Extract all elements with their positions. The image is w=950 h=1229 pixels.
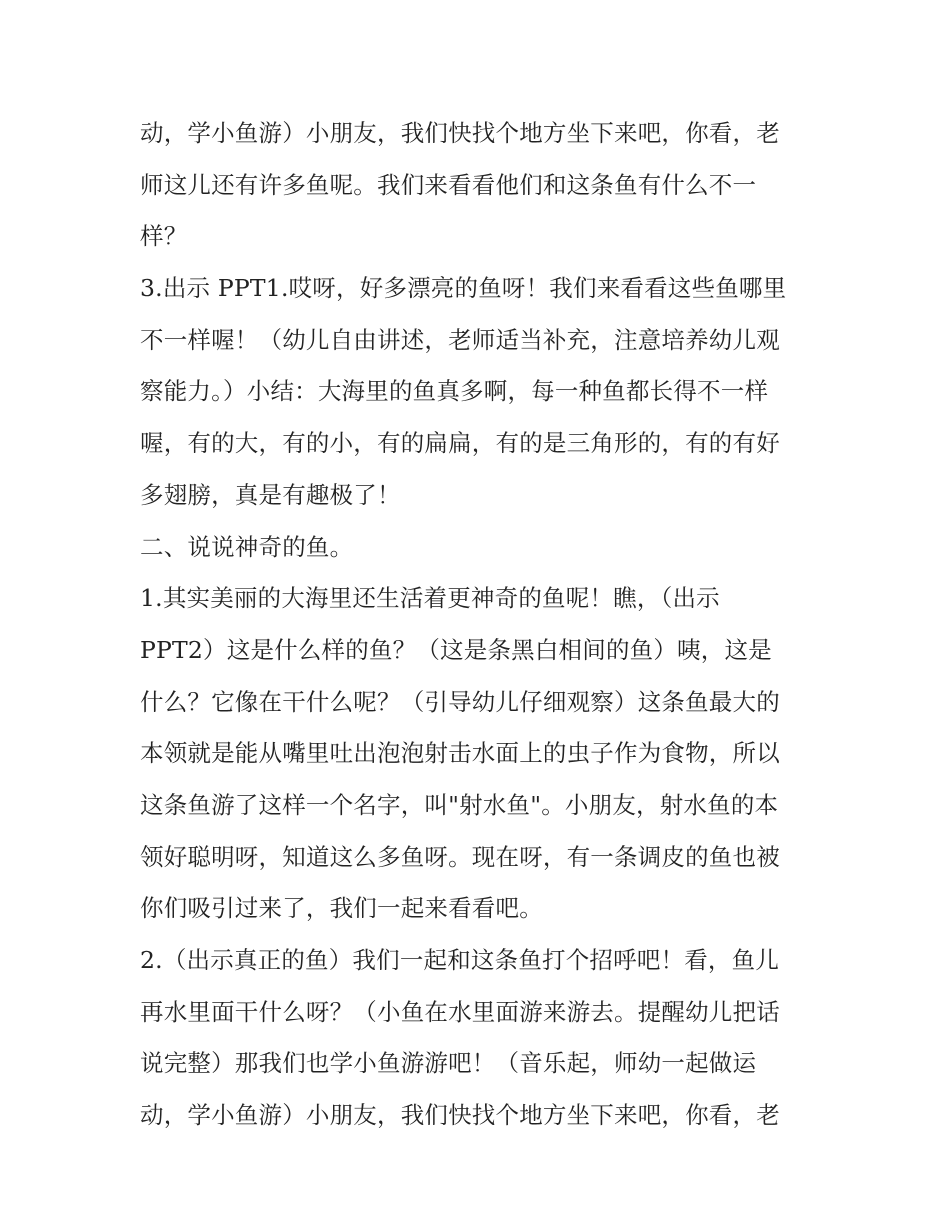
text-line: PPT2）这是什么样的鱼？（这是条黑白相间的鱼）咦，这是	[140, 635, 772, 664]
text-line: 领好聪明呀，知道这么多鱼呀。现在呀，有一条调皮的鱼也被	[140, 842, 780, 871]
text-line: 什么？它像在干什么呢？（引导幼儿仔细观察）这条鱼最大的	[140, 687, 780, 716]
text-line: 多翅膀，真是有趣极了！	[140, 480, 401, 509]
text-line: 说完整）那我们也学小鱼游游吧！（音乐起，师幼一起做运	[140, 1049, 757, 1078]
text-line: 察能力。）小结：大海里的鱼真多啊，每一种鱼都长得不一样	[140, 377, 769, 406]
text-line: 喔，有的大，有的小，有的扁扁，有的是三角形的，有的有好	[140, 429, 780, 458]
text-line: 师这儿还有许多鱼呢。我们来看看他们和这条鱼有什么不一	[140, 170, 757, 199]
document-body	[140, 108, 815, 1142]
text-line: 动，学小鱼游）小朋友，我们快找个地方坐下来吧，你看，老	[140, 1101, 780, 1130]
text-line: 本领就是能从嘴里吐出泡泡射击水面上的虫子作为食物，所以	[140, 739, 780, 768]
text-line: 2.（出示真正的鱼）我们一起和这条鱼打个招呼吧！看，鱼儿	[140, 946, 780, 974]
text-line: 这条鱼游了这样一个名字，叫"射水鱼"。小朋友，射水鱼的本	[140, 790, 779, 819]
text-line: 动，学小鱼游）小朋友，我们快找个地方坐下来吧，你看，老	[140, 119, 780, 147]
section-heading: 二、说说神奇的鱼。	[140, 532, 354, 561]
text-line: 3.出示 PPT1.哎呀，好多漂亮的鱼呀！我们来看看这些鱼哪里	[140, 274, 787, 303]
text-line: 不一样喔！（幼儿自由讲述，老师适当补充，注意培养幼儿观	[140, 325, 780, 354]
text-line: 你们吸引过来了，我们一起来看看吧。	[140, 894, 543, 923]
text-line: 样？	[140, 222, 188, 251]
text-line: 再水里面干什么呀？（小鱼在水里面游来游去。提醒幼儿把话	[140, 997, 780, 1026]
text-line: 1.其实美丽的大海里还生活着更神奇的鱼呢！瞧，（出示	[140, 584, 720, 613]
